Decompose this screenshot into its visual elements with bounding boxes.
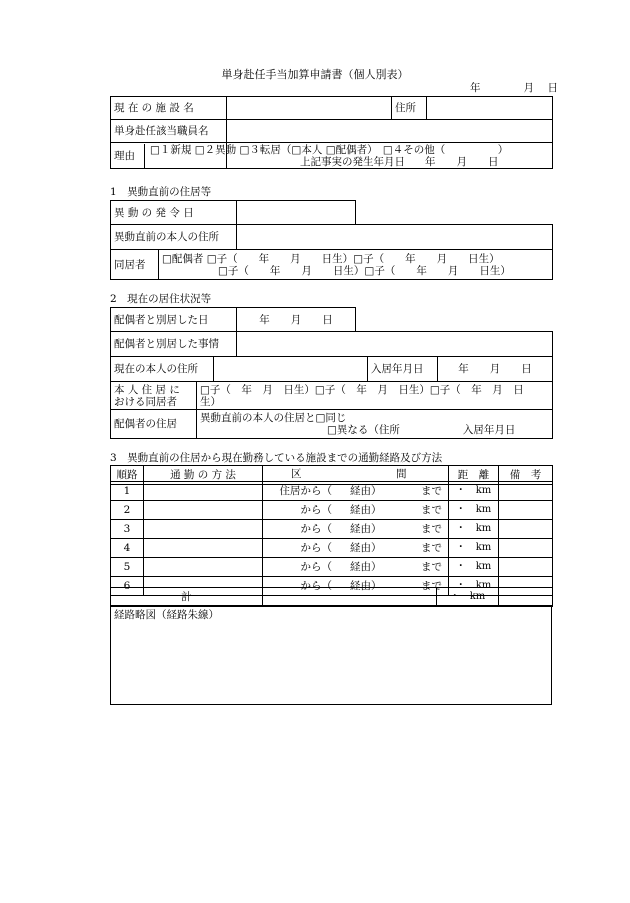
route-method[interactable] [144, 482, 263, 501]
route-distance[interactable]: ・ km [449, 520, 499, 539]
route-method[interactable] [144, 539, 263, 558]
route-section[interactable] [263, 558, 449, 577]
date-month: 月 [523, 82, 534, 94]
reason-cell[interactable] [150, 143, 553, 169]
reason-options[interactable]: □１新規 □２異動 □３転居（□本人 □配偶者） □４その他（ ） [150, 143, 509, 156]
route-to: まで [421, 504, 442, 516]
route-row [111, 539, 553, 558]
route-row [111, 520, 553, 539]
route-distance[interactable]: ・ km [449, 482, 499, 501]
date-year: 年 [470, 82, 481, 94]
route-from: から（ [300, 542, 332, 554]
col-method: 通 勤 の 方 法 [144, 466, 263, 485]
address-field[interactable] [427, 97, 553, 120]
route-remarks[interactable] [499, 558, 553, 577]
spouse-line2[interactable]: □異なる（住所 入居年月日 [327, 424, 516, 436]
route-map-table [110, 605, 552, 705]
section2-date-table [110, 307, 356, 332]
route-row [111, 558, 553, 577]
reason-date-label: 上記事実の発生年月日 [300, 155, 405, 168]
employee-field[interactable] [227, 120, 553, 143]
route-to: まで [421, 542, 442, 554]
col-order: 順路 [111, 466, 144, 485]
order-date-field[interactable] [237, 201, 356, 225]
employee-label: 単身赴任該当職員名 [111, 120, 227, 143]
cohabitant-label: 同居者 [111, 250, 159, 280]
route-distance[interactable]: ・ km [449, 577, 499, 596]
current-cohabitant-label-2: おける同居者 [114, 395, 177, 408]
address-label: 住所 [392, 97, 427, 120]
route-row [111, 501, 553, 520]
section2-address-table [110, 356, 553, 382]
submission-date [470, 80, 560, 95]
total-remarks[interactable] [499, 588, 553, 607]
route-to: まで [421, 523, 442, 535]
route-no: 5 [111, 558, 144, 577]
route-via: 経由） [350, 523, 382, 535]
route-to: まで [421, 580, 442, 592]
route-remarks[interactable] [499, 520, 553, 539]
reason-date: 年 月 日 [425, 155, 499, 168]
current-children-options[interactable] [197, 382, 553, 410]
move-in-label: 入居年月日 [368, 357, 438, 382]
col-section-b: 間 [396, 468, 407, 480]
route-to: まで [421, 561, 442, 573]
col-section-a: 区 [291, 468, 302, 480]
section3-heading: 3 異動直前の住居から現在勤務している施設までの通勤経路及び方法 [110, 452, 443, 464]
cohabitant-row2[interactable]: □子（ 年 月 日生）□子（ 年 月 日生） [218, 264, 511, 277]
route-via: 経由） [350, 542, 382, 554]
prev-address-label: 異動直前の本人の住所 [111, 225, 237, 250]
route-from: から（ [300, 523, 332, 535]
route-via: 経由） [350, 561, 382, 573]
section1-cohabitant-table [110, 249, 553, 280]
header-table [110, 96, 553, 169]
separated-date[interactable]: 年 月 日 [237, 308, 356, 332]
section1-heading: 1 異動直前の住居等 [110, 186, 212, 198]
col-remarks: 備 考 [499, 466, 553, 485]
route-no: 3 [111, 520, 144, 539]
route-rows [110, 481, 553, 596]
spouse-home-label: 配偶者の住居 [111, 410, 197, 439]
reason-label: 理由 [111, 143, 227, 169]
route-remarks[interactable] [499, 482, 553, 501]
date-day: 日 [547, 82, 558, 94]
route-section[interactable] [263, 482, 449, 501]
route-section[interactable] [263, 520, 449, 539]
total-distance[interactable]: ・ km [437, 588, 499, 607]
separated-date-label: 配偶者と別居した日 [111, 308, 237, 332]
route-to: まで [421, 485, 442, 497]
route-total [110, 587, 553, 607]
cohabitant-options[interactable] [159, 250, 553, 280]
route-section[interactable] [263, 501, 449, 520]
route-no: 1 [111, 482, 144, 501]
current-address-label: 現在の本人の住所 [111, 357, 214, 382]
current-cohabitant-label [111, 382, 197, 410]
col-distance: 距 離 [449, 466, 499, 485]
facility-field[interactable] [227, 97, 392, 120]
total-blank [263, 588, 437, 607]
form-title: 単身赴任手当加算申請書（個人別表） [221, 68, 409, 81]
route-from: から（ [300, 504, 332, 516]
section2-reason-table [110, 331, 553, 357]
reason-date-row [150, 156, 552, 168]
separation-reason-label: 配偶者と別居した事情 [111, 332, 237, 357]
current-address-field[interactable] [214, 357, 368, 382]
route-no: 2 [111, 501, 144, 520]
route-via: 経由） [350, 485, 382, 497]
route-map-area[interactable] [111, 606, 552, 705]
route-method[interactable] [144, 558, 263, 577]
children-line1[interactable]: □子（ 年 月 日生）□子（ 年 月 日生）□子（ 年 月 日 [200, 383, 524, 396]
facility-label: 現 在 の 施 設 名 [111, 97, 227, 120]
current-cohabitant-label-1: 本 人 住 居 に [114, 383, 180, 396]
spouse-line1[interactable]: 異動直前の本人の住居と□同じ [200, 412, 347, 424]
section2-heading: 2 現在の居住状況等 [110, 293, 212, 305]
route-from: から（ [300, 580, 332, 592]
route-map-label: 経路略図（経路朱線） [114, 609, 219, 621]
route-row [111, 482, 553, 501]
route-method[interactable] [144, 520, 263, 539]
route-distance[interactable]: ・ km [449, 501, 499, 520]
cohabitant-row1[interactable]: □配偶者 □子（ 年 月 日生）□子（ 年 月 日生） [162, 252, 500, 265]
route-remarks[interactable] [499, 539, 553, 558]
prev-address-field[interactable] [237, 225, 553, 250]
route-from: から（ [300, 561, 332, 573]
route-via: 経由） [350, 580, 382, 592]
route-no: 6 [111, 577, 144, 596]
total-label: 計 [111, 588, 263, 607]
section2-cohabitant-table [110, 381, 553, 439]
route-via: 経由） [350, 504, 382, 516]
route-method[interactable] [144, 501, 263, 520]
route-distance[interactable]: ・ km [449, 558, 499, 577]
spouse-home-options[interactable] [197, 410, 553, 439]
route-from: 住居から（ [279, 485, 332, 497]
children-line2: 生） [200, 395, 221, 408]
move-in-date[interactable]: 年 月 日 [438, 357, 553, 382]
separation-reason-field[interactable] [237, 332, 553, 357]
route-section[interactable] [263, 539, 449, 558]
route-distance[interactable]: ・ km [449, 539, 499, 558]
section1-table [110, 224, 553, 250]
route-no: 4 [111, 539, 144, 558]
order-date-label: 異 動 の 発 令 日 [111, 201, 237, 225]
route-remarks[interactable] [499, 501, 553, 520]
section1-order-table [110, 200, 356, 225]
